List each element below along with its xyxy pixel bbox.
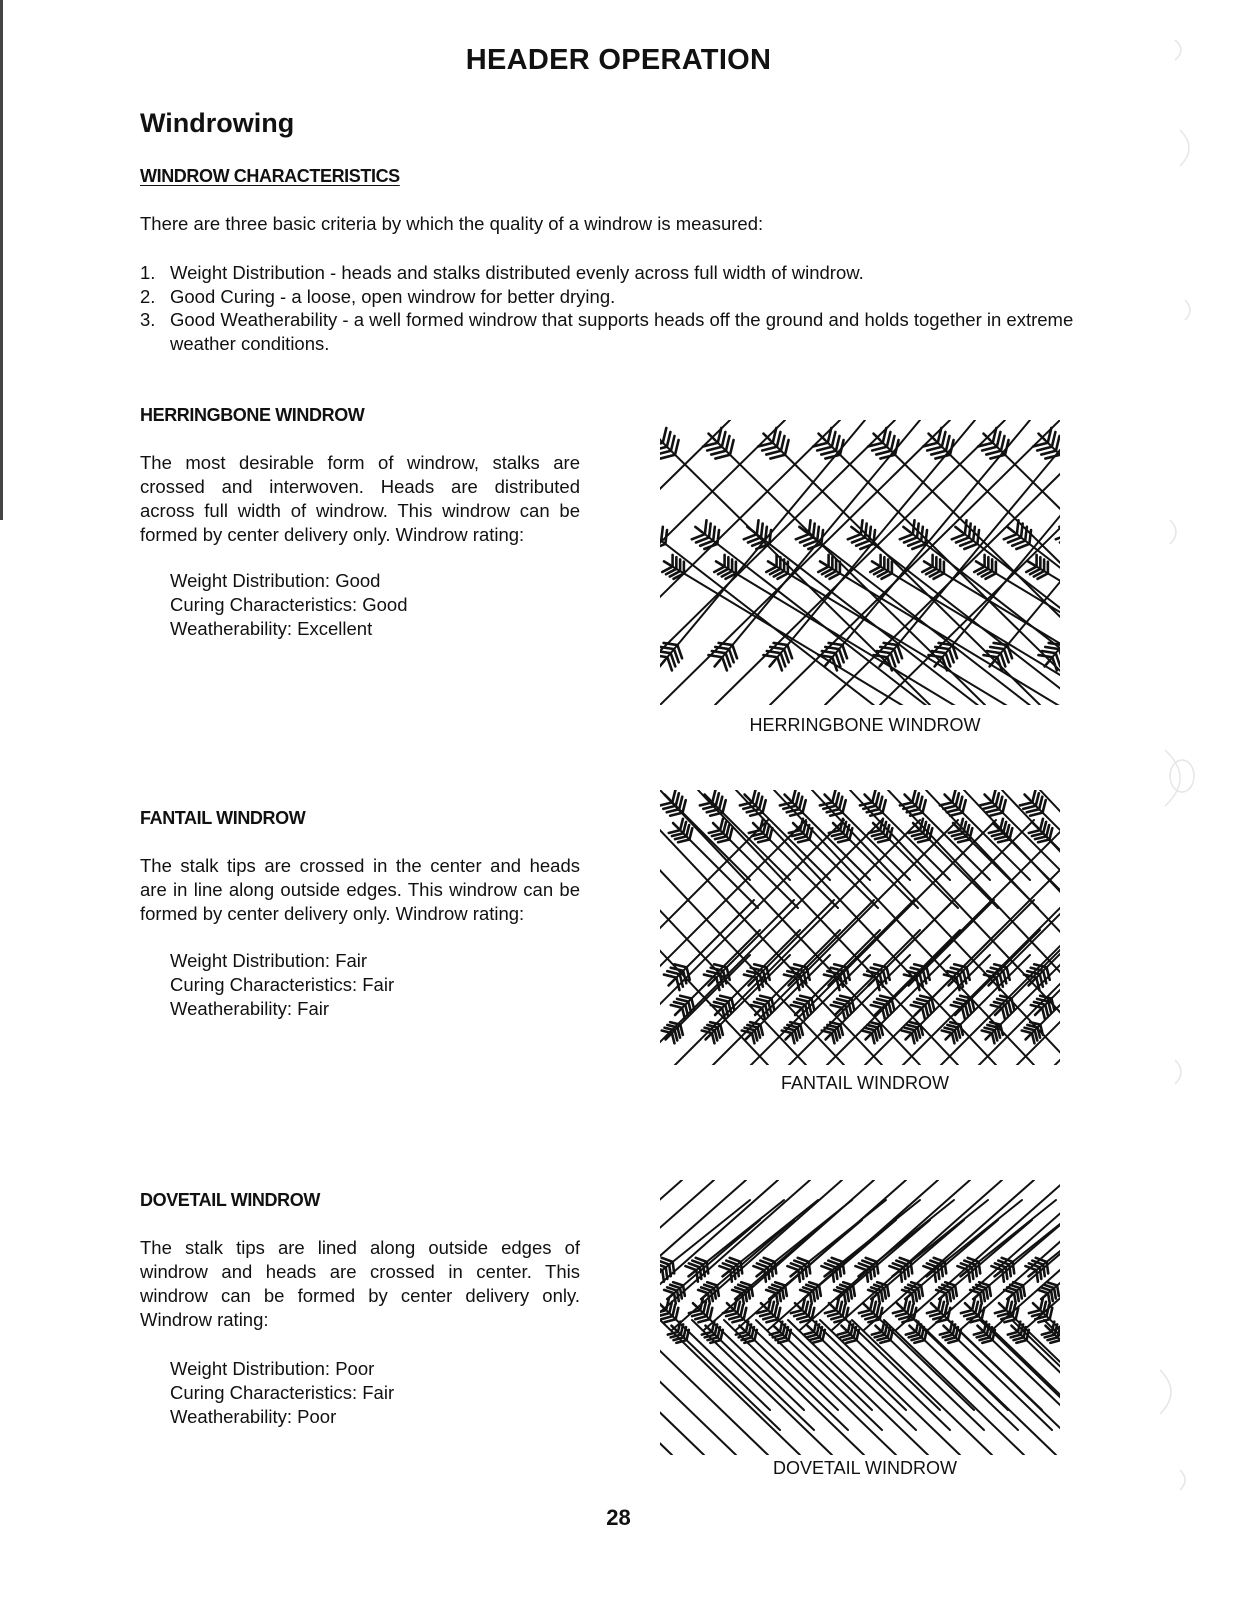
wheat-stalk <box>1029 1299 1070 1410</box>
herringbone-ratings <box>170 569 408 641</box>
section-title: Windrowing <box>140 108 295 138</box>
stalk-line <box>1024 1180 1070 1330</box>
rating-weather: Weatherability: Excellent <box>170 618 373 639</box>
wheat-stalk <box>893 1299 1008 1410</box>
wheat-stalk <box>714 555 962 705</box>
dovetail-caption: DOVETAIL WINDROW <box>773 1458 957 1478</box>
list-number: 3. <box>140 309 156 330</box>
dovetail-heading: DOVETAIL WINDROW <box>140 1190 320 1210</box>
wheat-stalk <box>1026 555 1070 705</box>
wheat-stalk <box>723 1299 838 1410</box>
wheat-stalk <box>922 555 1070 705</box>
wheat-stalk <box>825 1299 940 1410</box>
wheat-stalk <box>859 1299 974 1410</box>
herringbone-illustration <box>660 420 1070 705</box>
fantail-heading: FANTAIL WINDROW <box>140 808 306 828</box>
page-header: HEADER OPERATION <box>465 44 772 76</box>
rating-weight: Weight Distribution: Good <box>170 570 381 591</box>
rating-curing: Curing Characteristics: Good <box>170 594 408 615</box>
herringbone-caption: HERRINGBONE WINDROW <box>749 715 981 735</box>
dovetail-description: The stalk tips are lined along outside edges of windrow and heads are crossed in center. This windrow can be formed by center delivery only. Windrow rating: <box>140 1237 580 1330</box>
wheat-stalk <box>1056 520 1070 705</box>
dovetail-figure <box>660 1180 1070 1455</box>
stalk-line <box>715 420 1005 705</box>
list-item <box>140 285 1100 309</box>
herringbone-figure <box>660 420 1070 705</box>
fantail-caption: FANTAIL WINDROW <box>781 1073 949 1093</box>
herringbone-description: The most desirable form of windrow, stalks are crossed and interwoven. Heads are distributed across full width of windrow. This windrow can be formed by center delivery only. Windrow rating: <box>140 452 580 545</box>
list-number: 2. <box>140 285 156 307</box>
dovetail-illustration <box>660 1180 1070 1455</box>
wheat-stalk <box>927 1299 1042 1410</box>
rating-weight: Weight Distribution: Fair <box>170 950 368 971</box>
list-item <box>140 308 1100 355</box>
wheat-stalk <box>689 1299 804 1410</box>
list-text: Good Curing - a loose, open windrow for better drying. <box>170 285 616 307</box>
page-number: 28 <box>606 1505 631 1530</box>
criteria-list <box>140 261 1100 355</box>
fantail-illustration <box>660 790 1070 1065</box>
wheat-stalk <box>1024 900 1070 990</box>
windrow-characteristics-heading: WINDROW CHARACTERISTICS <box>140 166 400 186</box>
binder-punch-marks <box>1130 0 1237 1597</box>
stalk-line <box>770 420 1060 705</box>
rating-weight: Weight Distribution: Poor <box>170 1358 375 1379</box>
list-text: Weight Distribution - heads and stalks distributed evenly across full width of windrow. <box>170 262 864 283</box>
herringbone-heading: HERRINGBONE WINDROW <box>140 405 365 425</box>
fantail-description: The stalk tips are crossed in the center and heads are in line along outside edges. This windrow can be formed by center delivery only. Windrow rating: <box>140 855 580 924</box>
rating-weather: Weatherability: Fair <box>170 998 330 1019</box>
list-text: Good Weatherability - a well formed windrow that supports heads off the ground and holds together in extreme weather conditions. <box>170 309 1074 354</box>
criteria-intro: There are three basic criteria by which the quality of a windrow is measured: <box>140 213 764 234</box>
dovetail-ratings <box>170 1357 394 1429</box>
wheat-stalk <box>1025 1200 1070 1282</box>
rating-weather: Weatherability: Poor <box>170 1406 337 1427</box>
scan-edge-line <box>0 0 3 520</box>
list-item <box>140 261 1100 285</box>
rating-curing: Curing Characteristics: Fair <box>170 974 395 995</box>
wheat-stalk <box>766 555 1014 705</box>
fantail-figure <box>660 790 1070 1065</box>
stalk-line <box>660 420 950 705</box>
list-number: 1. <box>140 262 156 283</box>
rating-curing: Curing Characteristics: Fair <box>170 1382 395 1403</box>
fantail-ratings <box>170 949 394 1021</box>
wheat-stalk <box>662 555 910 705</box>
